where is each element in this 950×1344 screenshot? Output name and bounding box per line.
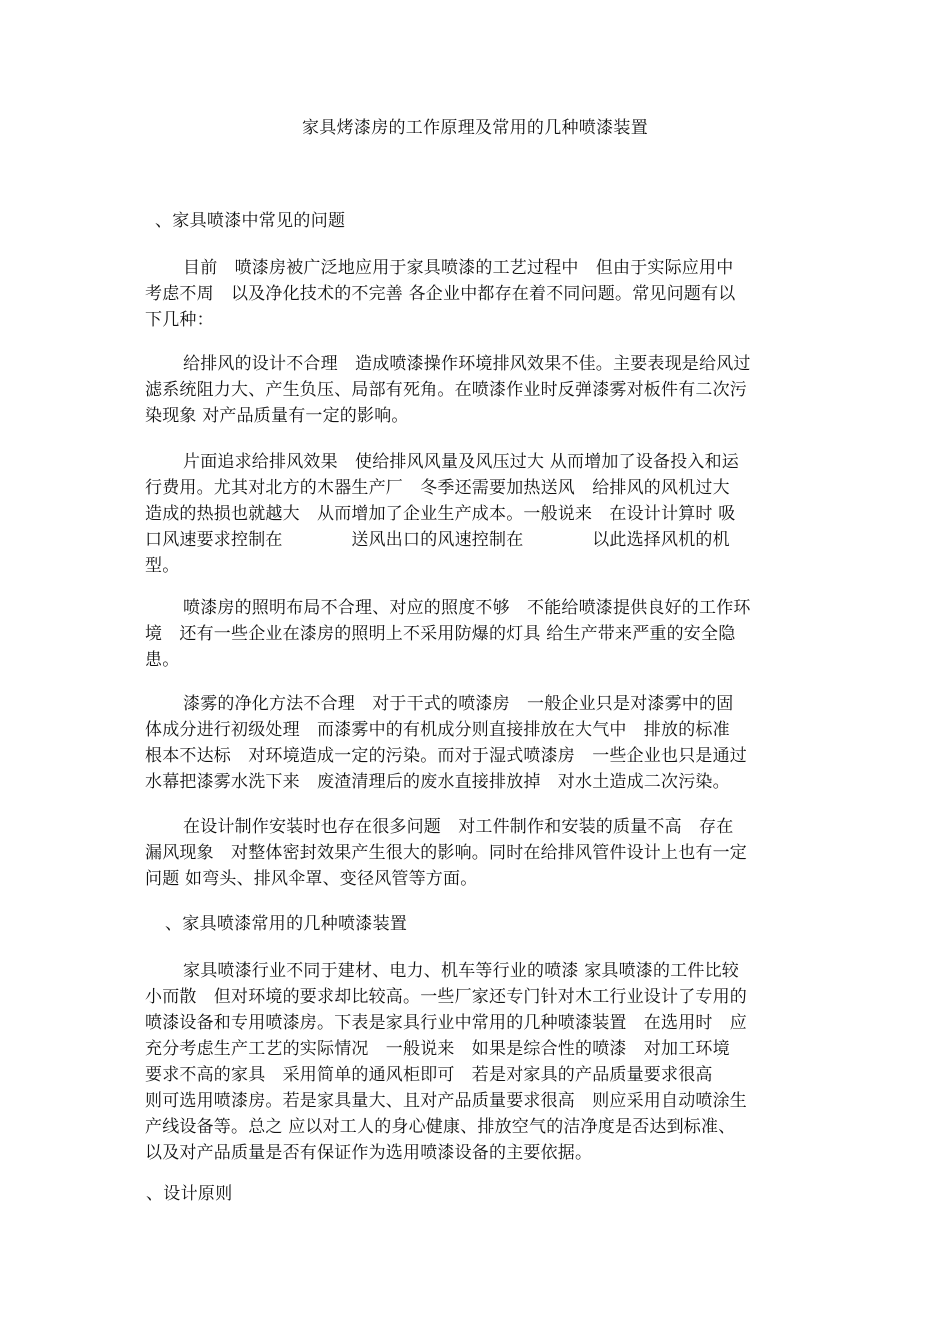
- paragraph-line: 产线设备等。总之 应以对工人的身心健康、排放空气的洁净度是否达到标准、: [145, 1117, 736, 1137]
- paragraph-line: 境 还有一些企业在漆房的照明上不采用防爆的灯具 给生产带来严重的安全隐: [145, 624, 736, 644]
- paragraph-line: 漆雾的净化方法不合理 对于干式的喷漆房 一般企业只是对漆雾中的固: [183, 694, 734, 714]
- paragraph-line: 要求不高的家具 采用简单的通风柜即可 若是对家具的产品质量要求很高: [145, 1065, 713, 1085]
- paragraph-line: 喷漆设备和专用喷漆房。下表是家具行业中常用的几种喷漆装置 在选用时 应: [145, 1013, 747, 1033]
- paragraph-line: 水幕把漆雾水洗下来 废渣清理后的废水直接排放掉 对水土造成二次污染。: [145, 772, 730, 792]
- paragraph-line: 口风速要求控制在 送风出口的风速控制在 以此选择风机的机: [145, 530, 730, 550]
- paragraph-line: 问题 如弯头、排风伞罩、变径风管等方面。: [145, 869, 478, 889]
- section-heading-spray-devices: 、家具喷漆常用的几种喷漆装置: [165, 914, 408, 934]
- paragraph-ventilation-design: [145, 351, 810, 429]
- paragraph-line: 漏风现象 对整体密封效果产生很大的影响。同时在给排风管件设计上也有一定: [145, 843, 747, 863]
- section-heading-common-problems: 、家具喷漆中常见的问题: [155, 211, 346, 231]
- paragraph-mist-purification: [145, 691, 810, 795]
- paragraph-line: 滤系统阻力大、产生负压、局部有死角。在喷漆作业时反弹漆雾对板件有二次污: [145, 380, 747, 400]
- paragraph-lighting: [145, 595, 810, 673]
- paragraph-intro: [145, 255, 810, 333]
- paragraph-line: 在设计制作安装时也存在很多问题 对工件制作和安装的质量不高 存在: [183, 817, 734, 837]
- paragraph-line: 目前 喷漆房被广泛地应用于家具喷漆的工艺过程中 但由于实际应用中: [183, 258, 734, 278]
- paragraph-line: 充分考虑生产工艺的实际情况 一般说来 如果是综合性的喷漆 对加工环境: [145, 1039, 730, 1059]
- paragraph-line: 造成的热损也就越大 从而增加了企业生产成本。一般说来 在设计计算时 吸: [145, 504, 736, 524]
- paragraph-line: 染现象 对产品质量有一定的影响。: [145, 406, 409, 426]
- paragraph-line: 则可选用喷漆房。若是家具量大、且对产品质量要求很高 则应采用自动喷涂生: [145, 1091, 747, 1111]
- paragraph-line: 以及对产品质量是否有保证作为选用喷漆设备的主要依据。: [145, 1143, 593, 1163]
- paragraph-line: 下几种：: [145, 310, 214, 330]
- paragraph-line: 片面追求给排风效果 使给排风风量及风压过大 从而增加了设备投入和运: [183, 452, 740, 472]
- paragraph-line: 小而散 但对环境的要求却比较高。一些厂家还专门针对木工行业设计了专用的: [145, 987, 747, 1007]
- paragraph-line: 喷漆房的照明布局不合理、对应的照度不够 不能给喷漆提供良好的工作环: [183, 598, 751, 618]
- paragraph-device-selection: [145, 958, 810, 1166]
- paragraph-airflow-cost: [145, 449, 810, 579]
- paragraph-line: 家具喷漆行业不同于建材、电力、机车等行业的喷漆 家具喷漆的工件比较: [183, 961, 740, 981]
- document-title: 家具烤漆房的工作原理及常用的几种喷漆装置: [302, 118, 648, 138]
- paragraph-line: 根本不达标 对环境造成一定的污染。而对于湿式喷漆房 一些企业也只是通过: [145, 746, 747, 766]
- paragraph-line: 型。: [145, 556, 180, 576]
- paragraph-line: 患。: [145, 650, 180, 670]
- paragraph-line: 体成分进行初级处理 而漆雾中的有机成分则直接排放在大气中 排放的标准: [145, 720, 730, 740]
- paragraph-line: 给排风的设计不合理 造成喷漆操作环境排风效果不佳。主要表现是给风过: [183, 354, 751, 374]
- paragraph-line: 考虑不周 以及净化技术的不完善 各企业中都存在着不同问题。常见问题有以: [145, 284, 736, 304]
- section-heading-design-principles: 、设计原则: [146, 1184, 233, 1204]
- paragraph-installation: [145, 814, 810, 892]
- paragraph-line: 行费用。尤其对北方的木器生产厂 冬季还需要加热送风 给排风的风机过大: [145, 478, 730, 498]
